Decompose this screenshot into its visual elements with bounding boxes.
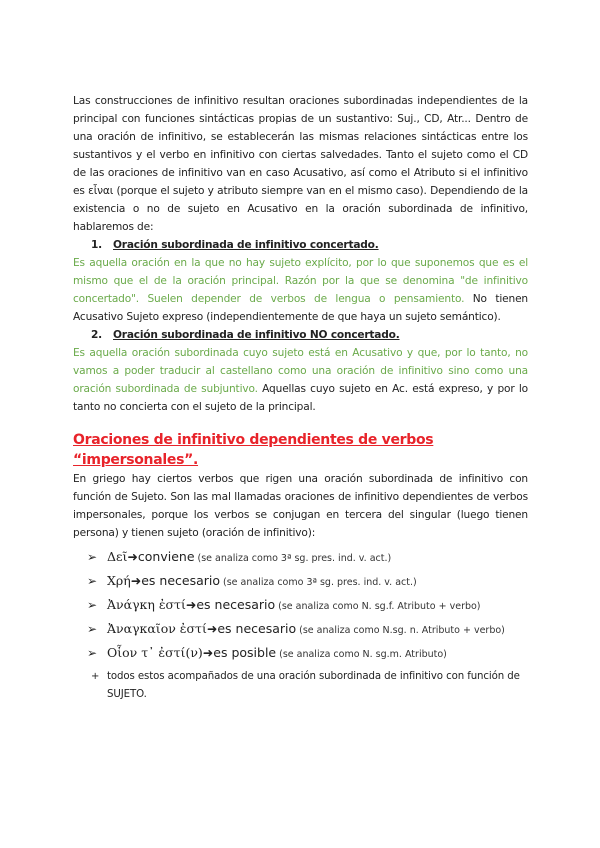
arrow-icon: ➜ (206, 621, 218, 636)
verb-item (87, 594, 528, 618)
section-title: Oraciones de infinitivo dependientes de verbos “impersonales”. (73, 432, 434, 468)
verb-analysis: (se analiza como N.sg. n. Atributo + verbo) (299, 625, 505, 636)
explanation-text: No tienen Acusativo Sujeto expreso (independientemente de que haya un sujeto semántico). (73, 293, 528, 323)
arrow-icon: ➜ (127, 549, 138, 564)
explanation-text: Aquellas cuyo sujeto en Ac. está expreso, y por lo tanto no concierta con el sujeto de la principal. (73, 383, 528, 413)
arrow-bullet-icon: ➢ (87, 622, 98, 636)
plus-bullet-icon: + (91, 671, 100, 682)
verb-analysis: (se analiza como N. sg.m. Atributo) (279, 649, 447, 660)
item-paragraph-no-concertado (73, 344, 528, 416)
arrow-bullet-icon: ➢ (87, 550, 98, 564)
verb-analysis: (se analiza como 3ª sg. pres. ind. v. act.) (197, 553, 392, 564)
verb-analysis: (se analiza como N. sg.f. Atributo + verbo) (278, 601, 481, 612)
verb-item (87, 570, 528, 594)
intro-paragraph: Las construcciones de infinitivo resultan oraciones subordinadas independientes de la principal con funciones sintácticas propias de un sustantivo: Suj., CD, Atr... Dentro de una oración de infinitivo, se establecerán las mismas relaciones sintácticas entre los sustantivos y el verbo en infinitivo con ciertas salvedades. Tanto el sujeto como el CD de las oraciones de infinitivo van en caso Acusativo, así como el Atributo si el infinitivo es εἶναι (porque el sujeto y atributo siempre van en el mismo caso). Dependiendo de la existencia o no de sujeto en Acusativo en la oración subordinada de infinitivo, hablaremos de: (73, 95, 528, 233)
greek-verb: Χρή (107, 573, 131, 588)
verb-translation: conviene (137, 549, 195, 564)
definition-text: Es aquella oración subordinada cuyo sujeto está en Acusativo y que, por lo tanto, no vamos a poder traducir al castellano como una oración de infinitivo sino como una oración subordinada de subjuntivo. (73, 347, 528, 395)
verb-item (87, 618, 528, 642)
arrow-bullet-icon: ➢ (87, 598, 98, 612)
verb-item (87, 642, 528, 666)
arrow-icon: ➜ (130, 573, 142, 588)
item-paragraph-concertado (73, 254, 528, 326)
verb-translation: es necesario (217, 621, 297, 636)
note-item (91, 668, 528, 704)
verb-translation: es posible (213, 645, 277, 660)
item-heading-no-concertado (91, 326, 528, 344)
item-heading-text: Oración subordinada de infinitivo concertado. (113, 239, 379, 251)
item-number: 2. (91, 329, 102, 341)
item-heading-text: Oración subordinada de infinitivo NO concertado. (113, 329, 400, 341)
verb-translation: es necesario (141, 573, 221, 588)
greek-verb: Δεῖ (107, 549, 128, 564)
item-number: 1. (91, 239, 102, 251)
greek-verb: Ἀνάγκη ἐστί (107, 597, 186, 612)
arrow-icon: ➜ (185, 597, 197, 612)
section-paragraph: En griego hay ciertos verbos que rigen una oración subordinada de infinitivo con función de Sujeto. Son las mal llamadas oraciones de infinitivo dependientes de verbos impersonales, porque los verbos se conjugan en tercera del singular (luego tienen persona) y tienen sujeto (oración de infinitivo): (73, 473, 528, 539)
arrow-bullet-icon: ➢ (87, 574, 98, 588)
item-heading-concertado (91, 236, 528, 254)
note-text: todos estos acompañados de una oración subordinada de infinitivo con función de SUJETO. (107, 671, 520, 700)
verb-list (73, 546, 528, 666)
greek-verb: Οἷον τ᾽ ἐστί(ν) (107, 645, 203, 660)
verb-item (87, 546, 528, 570)
arrow-bullet-icon: ➢ (87, 646, 98, 660)
definition-text: Es aquella oración en la que no hay sujeto explícito, por lo que suponemos que es el mismo que el de la oración principal. Razón por la que se denomina "de infinitivo concertado". Suelen depender de verbos de lengua o pensamiento. (73, 257, 528, 305)
verb-analysis: (se analiza como 3ª sg. pres. ind. v. act.) (223, 577, 417, 588)
verb-translation: es necesario (196, 597, 276, 612)
document-page (73, 92, 528, 704)
greek-verb: Ἀναγκαῖον ἐστί (107, 621, 207, 636)
arrow-icon: ➜ (202, 645, 214, 660)
